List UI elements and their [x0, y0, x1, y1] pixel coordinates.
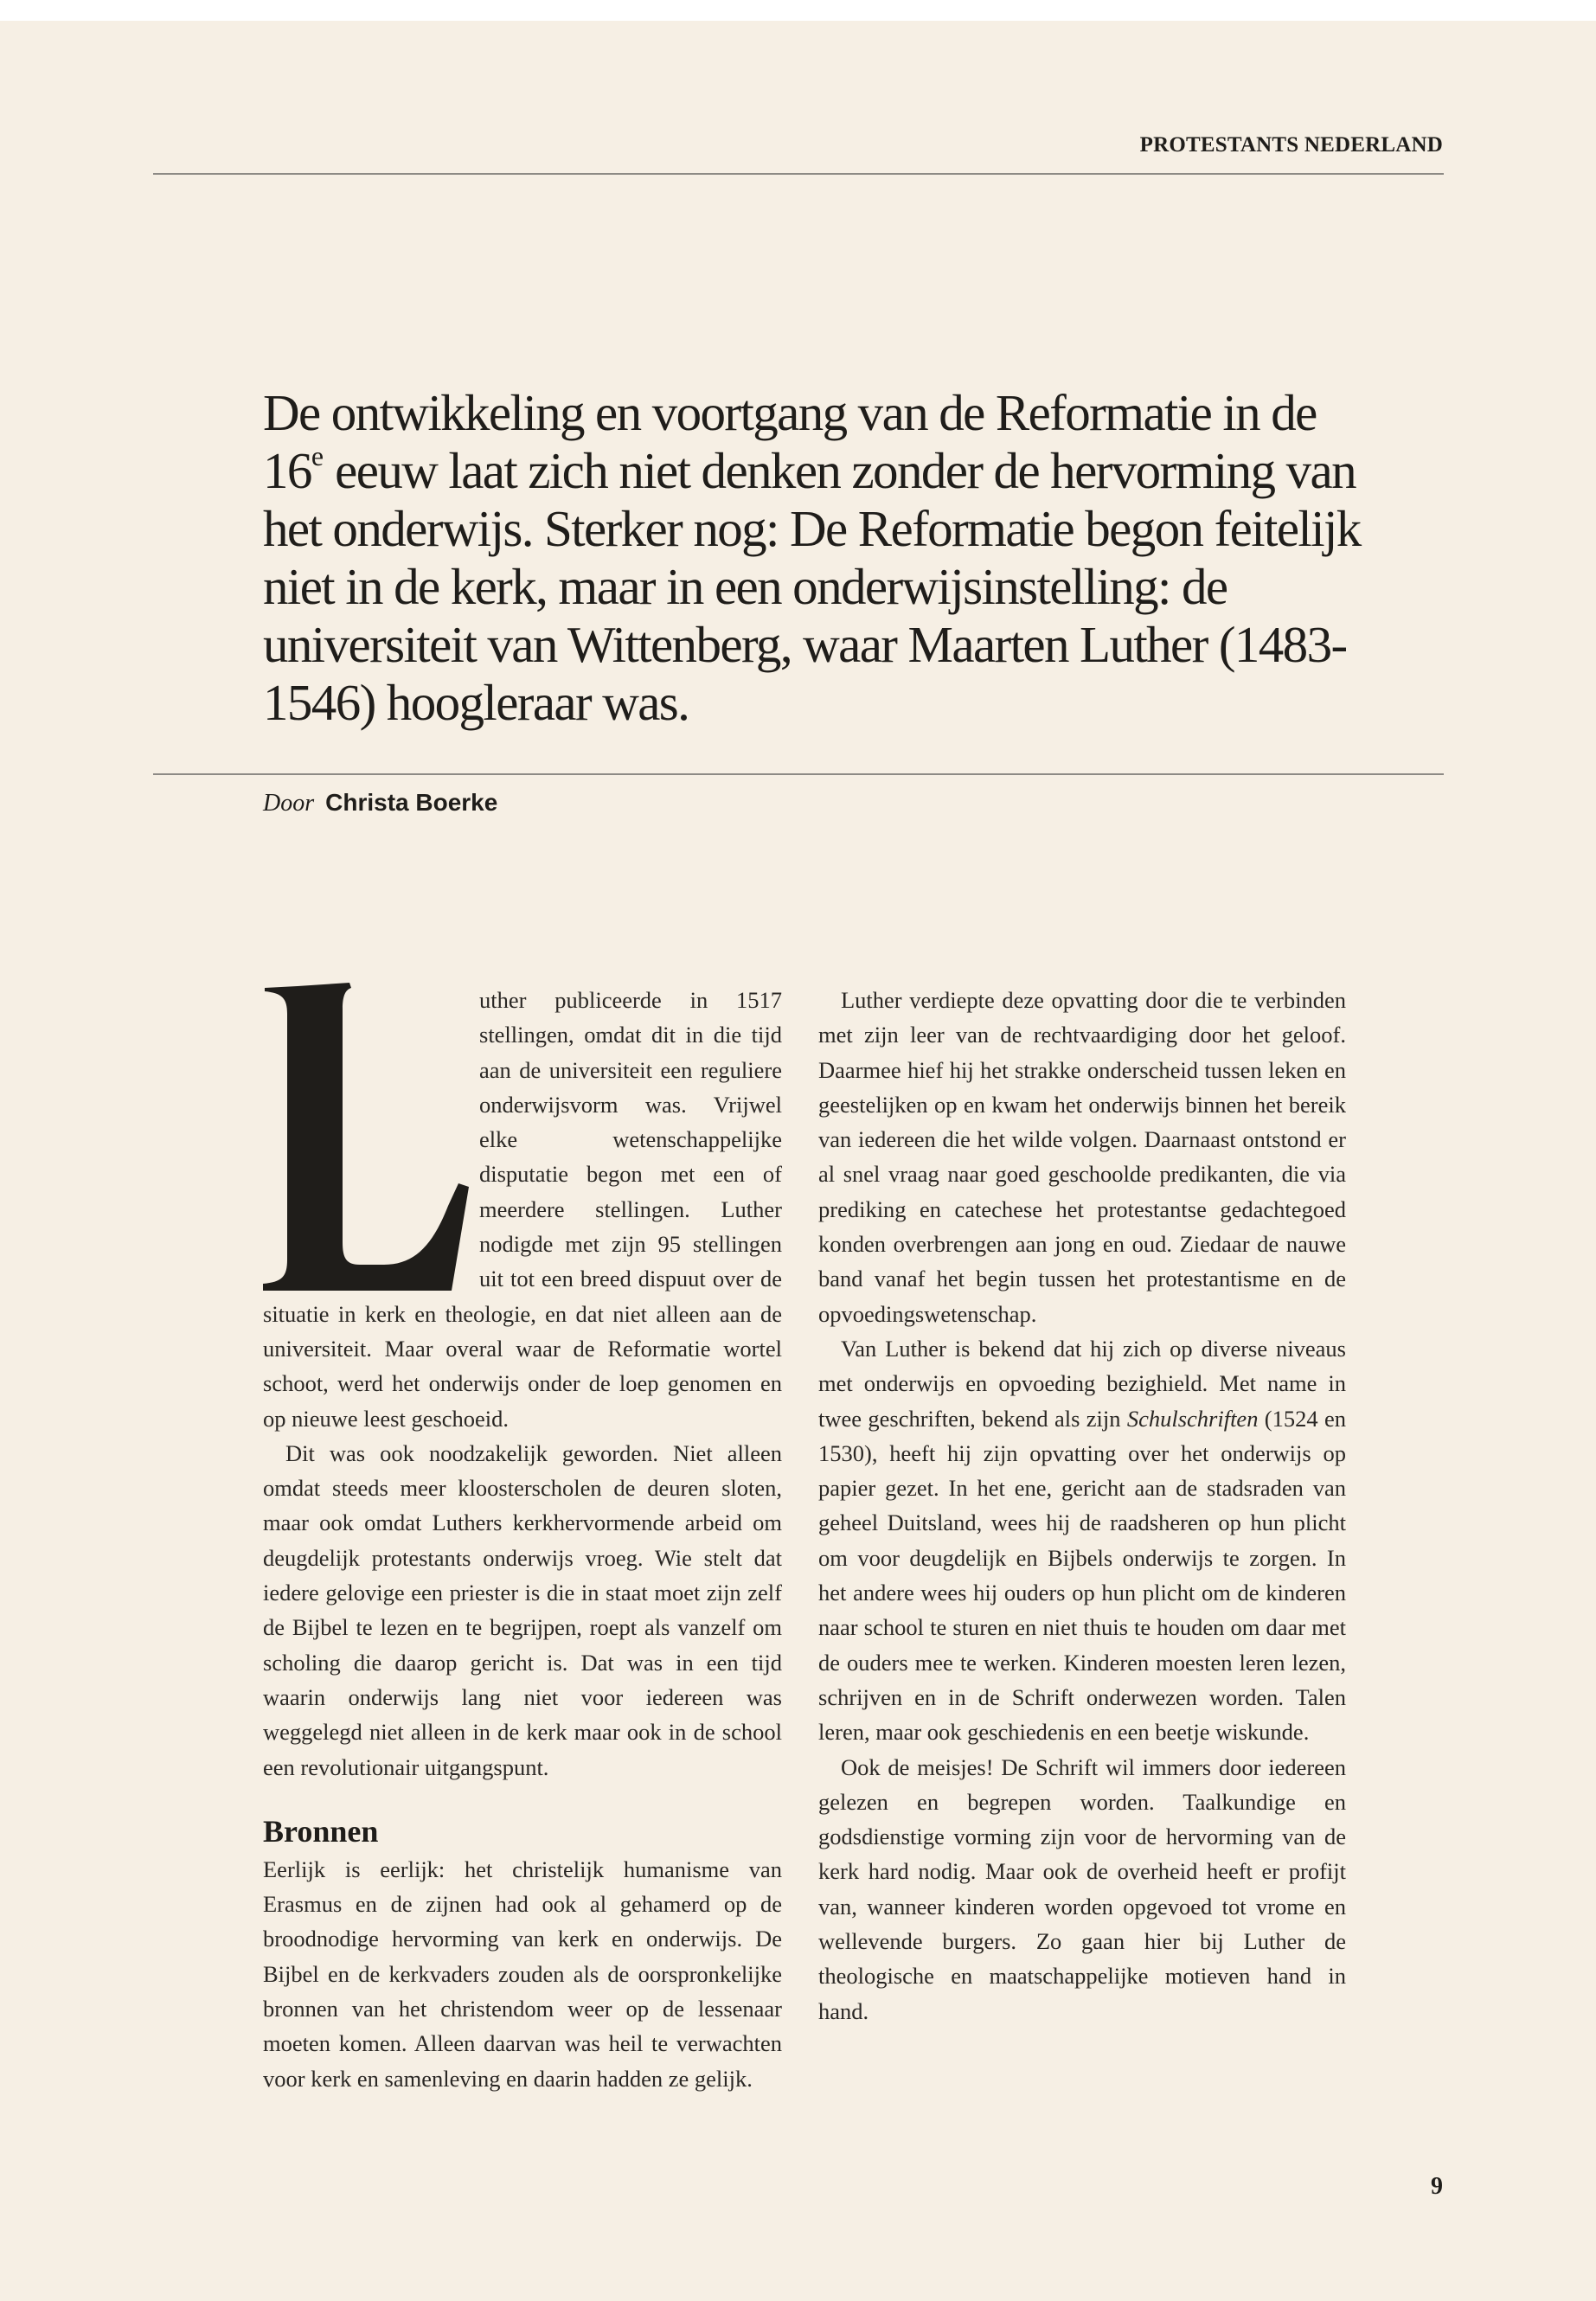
intro-paragraph — [263, 384, 1379, 732]
byline-prefix: Door — [263, 790, 315, 817]
paragraph-5-end: (1524 en 1530), heeft hij zijn opvatting over het onderwijs op papier gezet. In het ene, gericht aan de stadsraden van geheel Duitsland, wees hij de raadsheren op hun plicht om voor deugdelijk en Bijbels onderwijs te zorgen. In het andere wees hij ouders op hun plicht om de kinderen naar school te sturen en niet thuis te houden om daar met de ouders mee te werken. Kinderen moesten leren lezen, schrijven en in de Schrift onderwezen worden. Talen leren, maar ook geschiedenis en een beetje wiskunde. — [818, 1405, 1346, 1746]
body-paragraph-2: Dit was ook noodzakelijk geworden. Niet alleen omdat steeds meer kloosterscholen de deuren sloten, maar ook omdat Luthers kerkhervormende arbeid om deugdelijk protestants onderwijs vroeg. Wie stelt dat iedere gelovige een priester is die in staat moet zijn zelf de Bijbel te lezen en te begrijpen, roept als vanzelf om scholing die daarop gericht is. Dat was in een tijd waarin onderwijs lang niet voor iedereen was weggelegd niet alleen in de kerk maar ook in de school een revolutionair uitgangspunt. — [263, 1439, 782, 1780]
header-divider — [153, 173, 1444, 175]
page-number: 9 — [1431, 2173, 1443, 2200]
intro-text-start: De ontwikkeling en voortgang van de Reformatie in de 16 — [263, 384, 1317, 499]
body-paragraph-1: uther publiceerde in 1517 stellingen, omdat dit in die tijd aan de universiteit een reguliere onderwijsvorm was. Vrijwel elke wetenschappelijke disputatie begon met een of meerdere stellingen. Luther nodigde met zijn 95 stellingen uit tot een breed dispuut over de situatie in kerk en theologie, en dat niet alleen aan de universiteit. Maar overal waar de Reformatie wortel schoot, werd het onderwijs onder de loep genomen en op nieuwe leest geschoeid. — [263, 987, 782, 1432]
intro-text-end: eeuw laat zich niet denken zonder de hervorming van het onderwijs. Sterker nog: De Reformatie begon feitelijk niet in de kerk, maar in een onderwijsinstelling: de universiteit van Wittenberg, waar Maarten Luther (1483-1546) hoogleraar was. — [263, 442, 1361, 731]
section-label: PROTESTANTS NEDERLAND — [1139, 133, 1443, 157]
body-paragraph-6: Ook de meisjes! De Schrift wil immers door iedereen gelezen en begrepen worden. Taalkundige en godsdienstige vorming zijn voor de hervorming van de kerk hard nodig. Maar ook de overheid heeft er profijt van, wanneer kinderen worden opgevoed tot vrome en wellevende burgers. Zo gaan hier bij Luther de theologische en maatschappelijke motieven hand in hand. — [818, 1753, 1346, 2024]
byline-author: Christa Boerke — [325, 789, 498, 816]
body-paragraph-5 — [818, 1331, 1346, 1750]
page — [0, 21, 1596, 2301]
subheading-bronnen: Bronnen — [263, 1813, 379, 1849]
byline — [263, 789, 497, 817]
body-paragraph-3: Eerlijk is eerlijk: het christelijk humanisme van Erasmus en de zijnen had ook al gehamerd op de broodnodige hervorming van kerk en onderwijs. De Bijbel en de kerkvaders zouden als de oorspronkelijke bronnen van het christendom weer op de lessenaar moeten komen. Alleen daarvan was heil te verwachten voor kerk en samenleving en daarin hadden ze gelijk. — [263, 1856, 782, 2092]
intro-divider — [153, 773, 1444, 775]
drop-cap-glyph — [263, 983, 479, 1292]
article-column-left — [263, 983, 782, 2096]
body-paragraph-4: Luther verdiepte deze opvatting door die te verbinden met zijn leer van de rechtvaardiging door het geloof. Daarmee hief hij het strakke onderscheid tussen leken en geestelijken op en kwam het onderwijs binnen het bereik van iedereen die het wilde volgen. Daarnaast ontstond er al snel vraag naar goed geschoolde predikanten, die via prediking en catechese het protestantse gedachtegoed konden overbrengen aan jong en oud. Ziedaar de nauwe band vanaf het begin tussen het protestantisme en de opvoedingswetenschap. — [818, 987, 1346, 1327]
intro-superscript: e — [311, 440, 324, 471]
paragraph-5-start: Van Luther is bekend dat hij zich op diverse niveaus met onderwijs en opvoeding bezighield. Met name in twee geschriften, bekend als zijn — [818, 1335, 1346, 1432]
paragraph-5-title: Schulschriften — [1126, 1405, 1259, 1432]
drop-cap — [263, 983, 479, 1292]
article-column-right — [818, 983, 1346, 2029]
